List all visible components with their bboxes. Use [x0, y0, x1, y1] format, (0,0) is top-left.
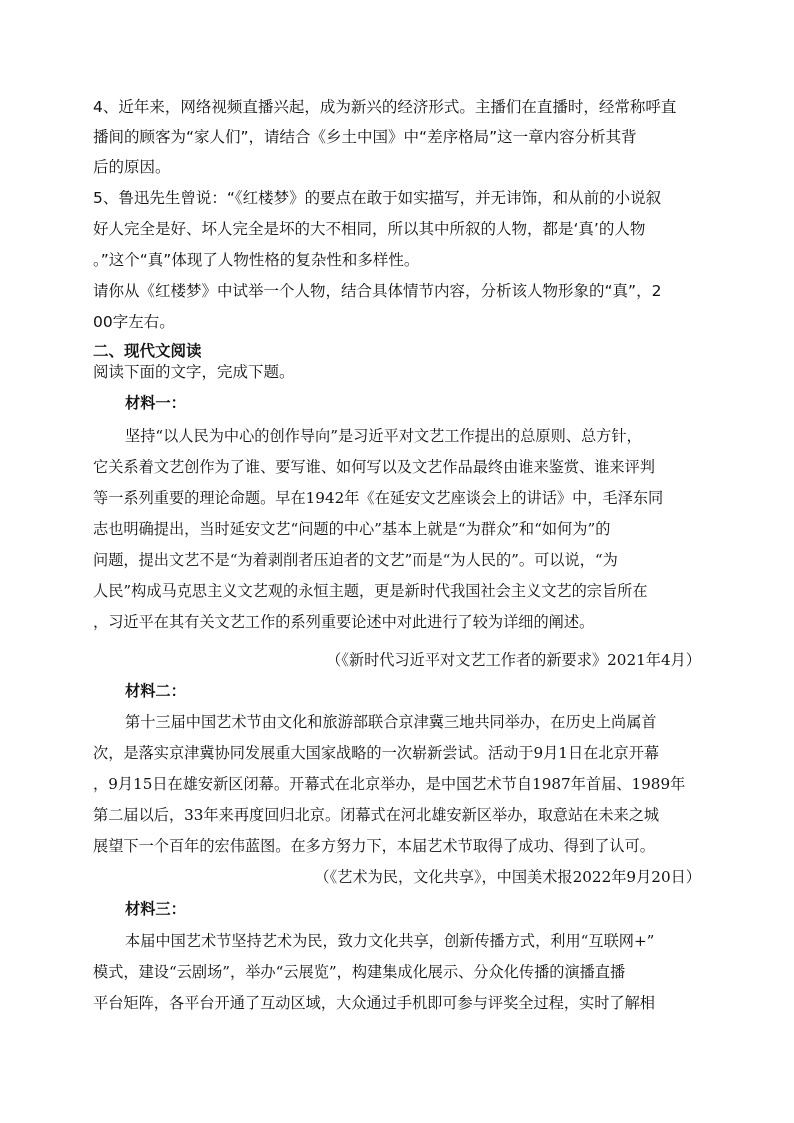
material-1-line-6: 人民”构成马克思主义文艺观的永恒主题，更是新时代我国社会主义文艺的宗旨所在 — [93, 582, 648, 600]
question-5-line-3: 。”这个“真”体现了人物性格的复杂性和多样性。 — [93, 251, 420, 269]
question-4-line-3: 后的原因。 — [93, 158, 171, 176]
material-3-line-1: 本届中国艺术节坚持艺术为民，致力文化共享，创新传播方式，利用“互联网+” — [125, 932, 655, 950]
material-1-line-5: 问题，提出文艺不是“为着剥削者压迫者的文艺”而是“为人民的”。可以说，“为 — [93, 551, 618, 569]
question-4-line-2: 播间的顾客为“家人们”，请结合《乡土中国》中“差序格局”这一章内容分析其背 — [93, 128, 637, 146]
question-5-line-2: 好人完全是好、坏人完全是坏的大不相同，所以其中所叙的人物，都是‘真’的人物 — [93, 220, 646, 238]
material-2-source: （《艺术为民，文化共享》，中国美术报2022年9月20日） — [314, 868, 701, 886]
question-5-line-1: 5、鲁迅先生曾说：“《红楼梦》的要点在敢于如实描写，并无讳饰，和从前的小说叙 — [93, 189, 662, 207]
material-1-line-3: 等一系列重要的理论命题。早在1942年《在延安文艺座谈会上的讲话》中，毛泽东同 — [93, 489, 664, 507]
material-1-title: 材料一： — [125, 394, 186, 412]
material-1-line-4: 志也明确提出，当时延安文艺“问题的中心”基本上就是“为群众”和“如何为”的 — [93, 520, 611, 538]
section-instruction: 阅读下面的文字，完成下题。 — [93, 363, 295, 381]
material-2-line-2: 次，是落实京津冀协同发展重大国家战略的一次崭新尝试。活动于9月1日在北京开幕 — [93, 744, 660, 762]
material-2-line-1: 第十三届中国艺术节由文化和旅游部联合京津冀三地共同举办，在历史上尚属首 — [125, 713, 657, 731]
material-1-line-1: 坚持“以人民为中心的创作导向”是习近平对文艺工作提出的总原则、总方针， — [125, 427, 642, 445]
material-1-line-7: ，习近平在其有关文艺工作的系列重要论述中对此进行了较为详细的阐述。 — [93, 613, 595, 631]
question-4-line-1: 4、近年来，网络视频直播兴起，成为新兴的经济形式。主播们在直播时，经常称呼直 — [93, 98, 677, 116]
material-2-line-5: 展望下一个百年的宏伟蓝图。在多方努力下，本届艺术节取得了成功、得到了认可。 — [93, 837, 655, 855]
material-3-line-2: 模式，建设“云剧场”，举办“云展览”，构建集成化展示、分众化传播的演播直播 — [93, 963, 626, 981]
material-1-source: （《新时代习近平对文艺工作者的新要求》2021年4月） — [326, 651, 701, 669]
material-1-line-2: 它关系着文艺创作为了谁、要写谁、如何写以及文艺作品最终由谁来鉴赏、谁来评判 — [93, 458, 655, 476]
material-3-line-3: 平台矩阵，各平台开通了互动区域，大众通过手机即可参与评奖全过程，实时了解相 — [93, 994, 655, 1012]
material-2-title: 材料二： — [125, 682, 186, 700]
material-2-line-3: ，9月15日在雄安新区闭幕。开幕式在北京举办，是中国艺术节自1987年首届、1989年 — [93, 775, 686, 793]
material-2-line-4: 第二届以后，33年来再度回归北京。闭幕式在河北雄安新区举办，取意站在未来之城 — [93, 806, 660, 824]
question-5-line-5: 00字左右。 — [93, 313, 175, 331]
section-heading: 二、现代文阅读 — [93, 342, 202, 360]
question-5-line-4: 请你从《红楼梦》中试举一个人物，结合具体情节内容，分析该人物形象的“真”，2 — [93, 282, 662, 300]
material-3-title: 材料三： — [125, 900, 186, 918]
